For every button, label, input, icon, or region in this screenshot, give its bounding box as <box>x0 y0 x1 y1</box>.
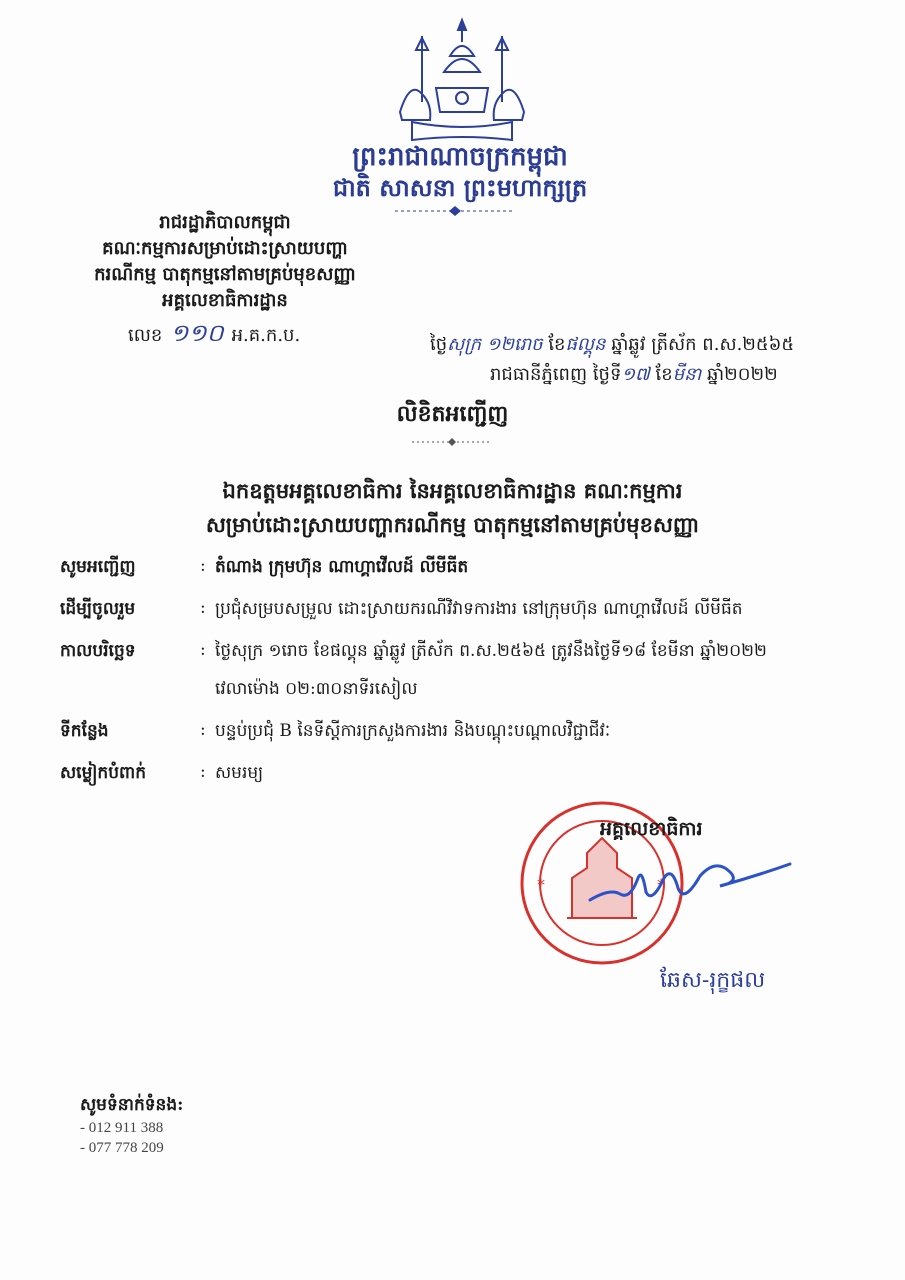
contact-phone: - 012 911 388 <box>80 1120 164 1136</box>
solar-month-label: ខែ <box>655 364 673 385</box>
issuer-committee: គណៈកម្មការសម្រាប់ដោះស្រាយបញ្ហា <box>102 238 348 259</box>
detail-label: កាលបរិច្ឆេទ <box>60 641 136 661</box>
addressee <box>60 474 845 542</box>
divider-ornament <box>395 206 515 216</box>
lunar-month-label: ខែ <box>548 334 566 355</box>
detail-value-cont: វេលាម៉ោង ០២:៣០នាទីរសៀល <box>215 679 418 699</box>
signer-name: ឆែស-រុក្ខផល <box>660 968 766 993</box>
issuer-committee-cont: ករណីកម្ម បាតុកម្មនៅតាមគ្រប់មុខសញ្ញា <box>94 264 356 285</box>
solar-date <box>490 362 778 389</box>
detail-value: ថ្ងៃសុក្រ ១រោច ខែផល្គុន ឆ្នាំឆ្លូវ ត្រីស័ក ព.ស.២៥៦៥ ត្រូវនឹងថ្ងៃទី១៨ ខែមីនា ឆ្នាំ២០២២ <box>215 641 767 661</box>
issuer-secretariat: អគ្គលេខាធិការដ្ឋាន <box>162 290 288 311</box>
solar-month: មីនា <box>672 364 702 385</box>
addressee-line1: ឯកឧត្តមអគ្គលេខាធិការ នៃអគ្គលេខាធិការដ្ឋាន គណៈកម្មការ <box>222 478 683 503</box>
national-motto-line1: ព្រះរាជាណាចក្រកម្ពុជា <box>352 142 568 172</box>
addressee-line2: សម្រាប់ដោះស្រាយបញ្ហាករណីកម្ម បាតុកម្មនៅតាមគ្រប់មុខសញ្ញា <box>205 512 700 537</box>
national-motto-line2: ជាតិ សាសនា ព្រះមហាក្សត្រ <box>332 173 588 202</box>
ref-suffix: អ.គ.ក.ប. <box>231 325 301 346</box>
issuer-government: រាជរដ្ឋាភិបាលកម្ពុជា <box>159 212 291 233</box>
document-title: លិខិតអញ្ជើញ <box>396 401 509 427</box>
svg-text:*: * <box>537 875 545 894</box>
detail-label: ទីកន្លែង <box>60 721 109 741</box>
lunar-suffix: ឆ្នាំឆ្លូវ ត្រីស័ក ព.ស.២៥៦៥ <box>611 334 795 355</box>
title-ornament <box>412 438 492 446</box>
royal-emblem <box>392 16 532 144</box>
handwritten-signature <box>580 848 800 918</box>
detail-label: សម្លៀកបំពាក់ <box>60 763 146 783</box>
solar-year: ឆ្នាំ២០២២ <box>706 364 778 385</box>
reference-number <box>128 318 300 353</box>
contact-label: សូមទំនាក់ទំនង: <box>80 1095 184 1115</box>
detail-value: ប្រជុំសម្របសម្រួល ដោះស្រាយករណីវិវាទការងារ នៅក្រុមហ៊ុន ណាហ្គាវើលដ៍ លីមីធីត <box>215 599 743 619</box>
solar-day: ១៧ <box>621 364 650 385</box>
lunar-prefix: ថ្ងៃ <box>430 334 448 355</box>
detail-label: ដើម្បីចូលរួម <box>60 599 136 619</box>
solar-prefix: រាជធានីភ្នំពេញ ថ្ងៃទី <box>490 364 622 385</box>
svg-text:*: * <box>657 875 665 894</box>
signatory-title: អគ្គលេខាធិការ <box>600 818 703 840</box>
lunar-day-handwritten: សុក្រ ១២រោច <box>447 334 543 355</box>
lunar-month: ផល្គុន <box>565 334 606 355</box>
detail-value: តំណាង ក្រុមហ៊ុន ណាហ្គាវើលដ៍ លីមីធីត <box>215 557 469 577</box>
detail-label: សូមអញ្ជើញ <box>60 557 136 577</box>
lunar-date <box>430 332 794 359</box>
ref-number: ១១០ <box>170 319 224 347</box>
detail-value: សមរម្យ <box>215 763 264 783</box>
contact-phone: - 077 778 209 <box>80 1140 164 1156</box>
detail-value: បន្ទប់ប្រជុំ B នៃទីស្តីការក្រសួងការងារ និងបណ្តុះបណ្តាលវិជ្ជាជីវៈ <box>215 721 611 741</box>
issuer-block <box>60 210 390 314</box>
ref-label: លេខ <box>128 325 163 346</box>
